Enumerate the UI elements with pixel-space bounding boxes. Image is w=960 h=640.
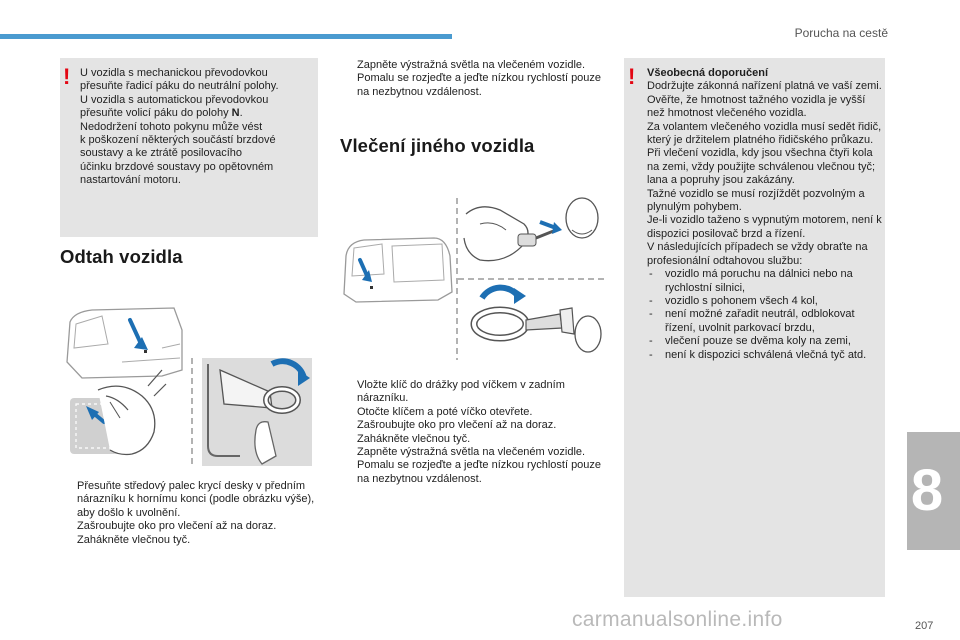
warning-note-text xyxy=(80,67,314,188)
chapter-tab xyxy=(907,432,960,550)
list-item: Otočte klíčem a poté víčko otevřete. xyxy=(357,405,533,418)
chapter-number: 8 xyxy=(910,458,944,523)
key-in-bumper-illustration xyxy=(460,194,604,276)
list-item: Zašroubujte oko pro vlečení až na doraz. xyxy=(357,419,557,432)
list-item: - vozidlo má poruchu na dálnici nebo na rychlostní silnici, xyxy=(649,268,853,294)
list-item: - není možné zařadit neutrál, odblokovat řízení, uvolnit parkovací brzdu, xyxy=(649,308,855,334)
dash-icon: - xyxy=(649,294,653,307)
warning-icon: ! xyxy=(628,64,636,89)
list-item: Zahákněte vlečnou tyč. xyxy=(77,533,191,546)
page-header-title: Porucha na cestě xyxy=(794,26,888,40)
towing-other-steps-list xyxy=(340,379,602,486)
page-number: 207 xyxy=(915,620,934,632)
header-accent-bar xyxy=(0,34,452,39)
paragraph: Tažné vozidlo se musí rozjíždět pozvolným a plynulým pohybem. xyxy=(647,187,865,214)
paragraph: Za volantem vlečeného vozidla musí sedět řidič, který je držitelem platného řidičského průkazu. xyxy=(647,120,882,147)
dash-icon: - xyxy=(649,335,653,348)
dash-icon: - xyxy=(649,268,653,281)
cases-list xyxy=(647,268,883,362)
warning-icon: ! xyxy=(63,64,71,89)
towing-eye-illustration xyxy=(200,356,318,468)
paragraph: Dodržujte zákonná nařízení platná ve vaší zemi. xyxy=(647,80,882,93)
list-item: - není k dispozici schválená vlečná tyč atd. xyxy=(649,348,867,361)
dash-icon: - xyxy=(649,308,653,321)
general-recommendations-text xyxy=(647,67,883,362)
paragraph: Při vlečení vozidla, kdy jsou všechna čtyři kola na zemi, vždy použijte schválenou vlečnou tyč; lana a popruhy jsou zakázány. xyxy=(647,147,876,187)
list-item: Zapněte výstražná světla na vlečeném vozidle. xyxy=(357,59,586,71)
list-item: Zašroubujte oko pro vlečení až na doraz. xyxy=(77,520,277,533)
note-line: přesuňte volicí páku do polohy N. xyxy=(80,107,243,120)
note-line: k poškození některých součástí brzdové xyxy=(80,134,276,147)
note-line: přesuňte řadicí páku do neutrální polohy. xyxy=(80,80,279,93)
list-item: Zapněte výstražná světla na vlečeném vozidle. xyxy=(357,446,586,459)
note-line: U vozidla s mechanickou převodovkou xyxy=(80,67,268,79)
list-item: Zahákněte vlečnou tyč. xyxy=(357,432,471,445)
paragraph: V následujících případech se vždy obraťte na profesionální odtahovou službu: xyxy=(647,241,868,267)
list-item: - vozidlo s pohonem všech 4 kol, xyxy=(649,294,818,307)
gear-position: N xyxy=(231,107,240,120)
van-rear-illustration xyxy=(342,236,454,308)
section-heading-towing: Odtah vozidla xyxy=(60,246,183,267)
horizontal-divider-line xyxy=(458,277,604,281)
list-item: - vlečení pouze se dvěma koly na zemi, xyxy=(649,335,851,348)
towing-steps-list xyxy=(60,480,318,547)
note-line: soustavy a ke ztrátě posilovacího xyxy=(80,147,243,160)
note-line: Nedodržení tohoto pokynu může vést xyxy=(80,120,263,133)
paragraph: Je-li vozidlo taženo s vypnutým motorem, není k dispozici posilovač brzd a řízení. xyxy=(647,214,882,240)
dash-icon: - xyxy=(649,348,653,361)
towing-eye-rear-illustration xyxy=(460,284,604,360)
note-line: účinku brzdové soustavy po opětovném xyxy=(80,160,274,173)
section-heading-towing-other: Vlečení jiného vozidla xyxy=(340,135,535,156)
paragraph: Ověřte, že hmotnost tažného vozidla je vyšší než hmotnost vlečeného vozidla. xyxy=(647,93,866,120)
note-line: nastartování motoru. xyxy=(80,174,181,187)
list-item: Pomalu se rozjeďte a jeďte nízkou rychlostí pouze na nezbytnou vzdálenost. xyxy=(357,72,602,98)
list-item: Vložte klíč do drážky pod víčkem v zadním nárazníku. xyxy=(357,379,565,405)
watermark: carmanualsonline.info xyxy=(572,608,783,631)
van-front-cover-illustration xyxy=(62,300,187,460)
recommendations-title: Všeobecná doporučení xyxy=(647,67,769,79)
left-divider-line xyxy=(190,358,194,468)
note-line: U vozidla s automatickou převodovkou xyxy=(80,93,269,106)
list-item: Pomalu se rozjeďte a jeďte nízkou rychlostí pouze na nezbytnou vzdálenost. xyxy=(357,459,602,485)
middle-top-steps-list xyxy=(340,59,602,99)
list-item: Přesuňte středový palec krycí desky v předním nárazníku k hornímu konci (podle obrázku výše), aby došlo k uvolnění. xyxy=(77,480,315,519)
